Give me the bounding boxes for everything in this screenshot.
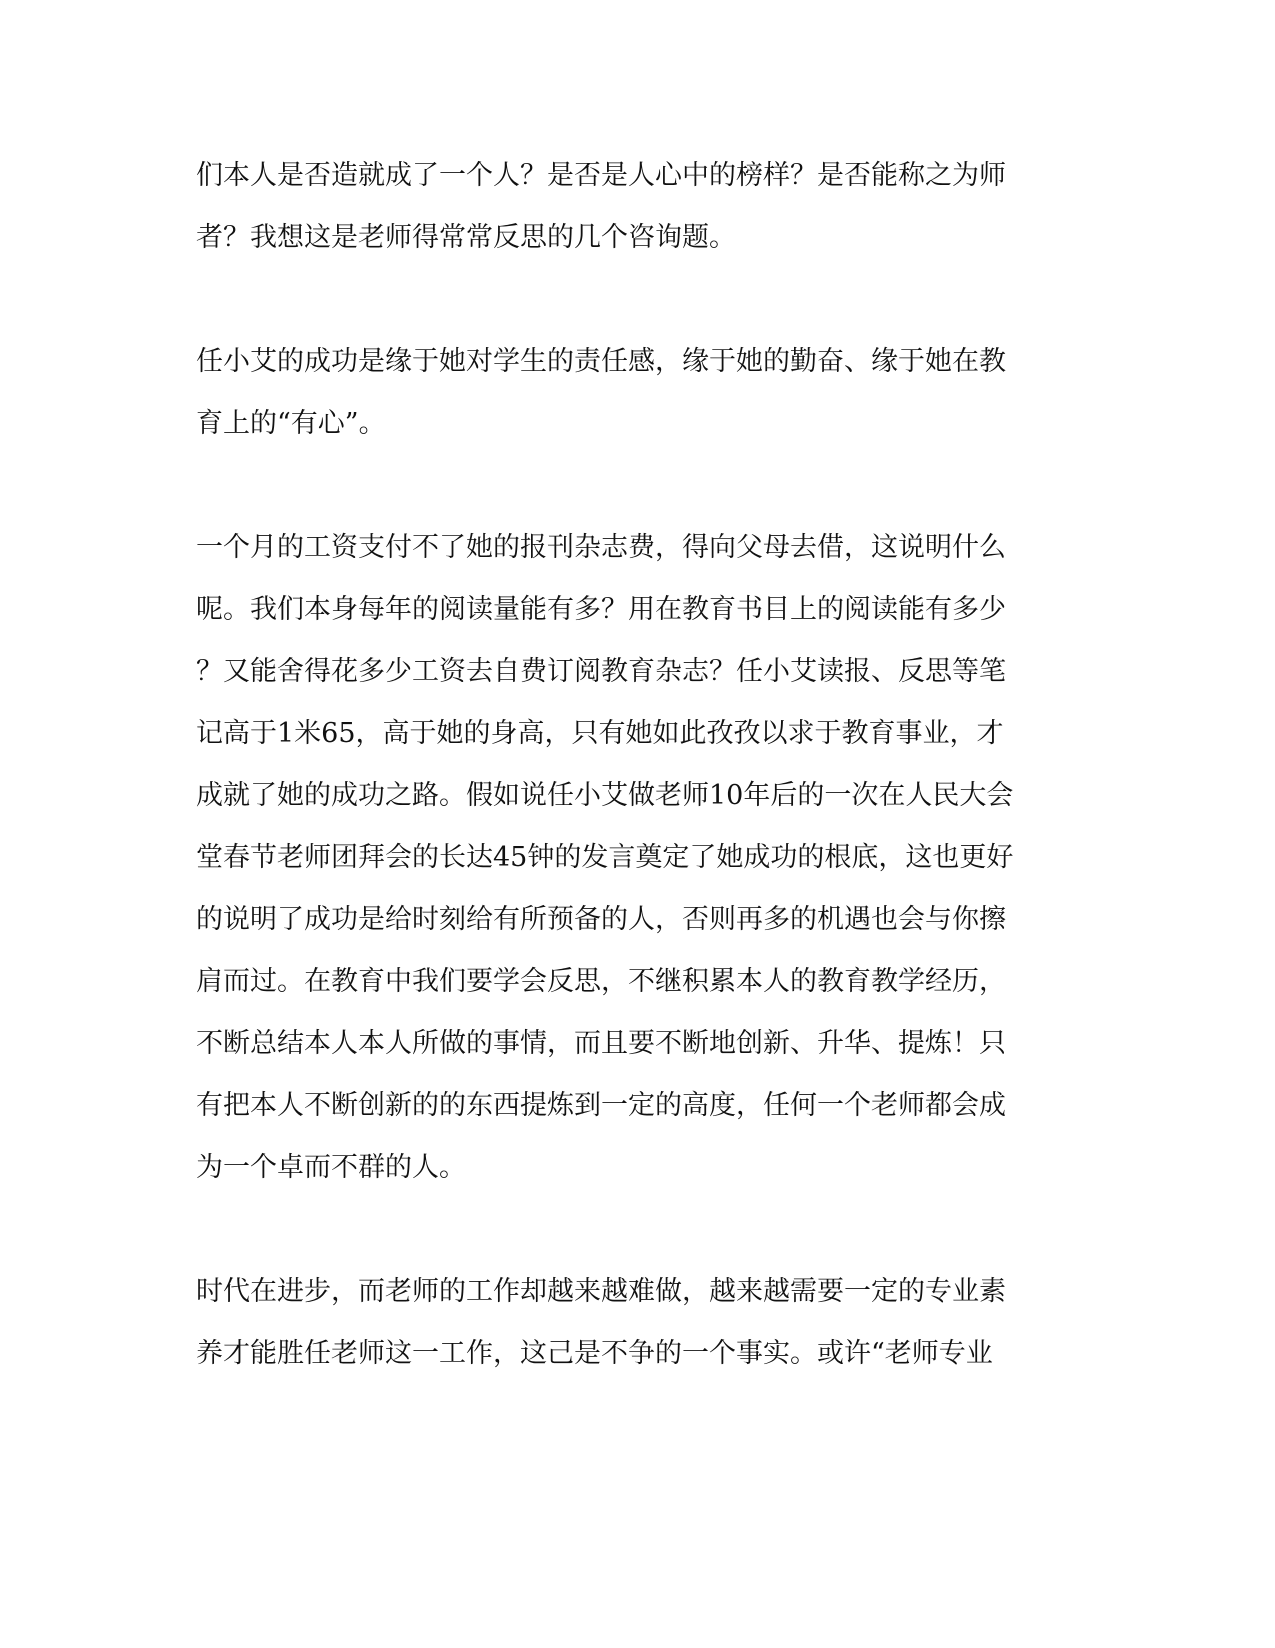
paragraph-3-line-10: 有把本人不断创新的的东西提炼到一定的高度，任何一个老师都会成 bbox=[196, 1090, 1006, 1121]
paragraph-3-line-11: 为一个卓而不群的人。 bbox=[196, 1152, 466, 1183]
paragraph-3-line-2: 呢。我们本身每年的阅读量能有多？用在教育书目上的阅读能有多少 bbox=[196, 594, 1006, 625]
paragraph-3-line-7: 的说明了成功是给时刻给有所预备的人，否则再多的机遇也会与你擦 bbox=[196, 904, 1006, 935]
paragraph-2-line-1: 任小艾的成功是缘于她对学生的责任感，缘于她的勤奋、缘于她在教 bbox=[196, 346, 1006, 377]
paragraph-1-line-2: 者？我想这是老师得常常反思的几个咨询题。 bbox=[196, 222, 736, 253]
paragraph-3-line-3: ？又能舍得花多少工资去自费订阅教育杂志？任小艾读报、反思等笔 bbox=[196, 656, 1006, 687]
paragraph-3-line-8: 肩而过。在教育中我们要学会反思，不继积累本人的教育教学经历， bbox=[196, 966, 1006, 997]
paragraph-3-line-5: 成就了她的成功之路。假如说任小艾做老师10年后的一次在人民大会 bbox=[196, 780, 1014, 811]
paragraph-3-line-4: 记高于1米65，高于她的身高，只有她如此孜孜以求于教育事业，才 bbox=[196, 718, 1004, 749]
paragraph-4-line-1: 时代在进步，而老师的工作却越来越难做，越来越需要一定的专业素 bbox=[196, 1276, 1006, 1307]
paragraph-1-line-1: 们本人是否造就成了一个人？是否是人心中的榜样？是否能称之为师 bbox=[196, 160, 1006, 191]
paragraph-4-line-2: 养才能胜任老师这一工作，这己是不争的一个事实。或许“老师专业 bbox=[196, 1338, 993, 1369]
paragraph-3-line-6: 堂春节老师团拜会的长达45钟的发言奠定了她成功的根底，这也更好 bbox=[196, 842, 1014, 873]
paragraph-3-line-1: 一个月的工资支付不了她的报刊杂志费，得向父母去借，这说明什么 bbox=[196, 532, 1006, 563]
paragraph-3-line-9: 不断总结本人本人所做的事情，而且要不断地创新、升华、提炼！只 bbox=[196, 1028, 1006, 1059]
paragraph-2-line-2: 育上的“有心”。 bbox=[196, 408, 386, 439]
